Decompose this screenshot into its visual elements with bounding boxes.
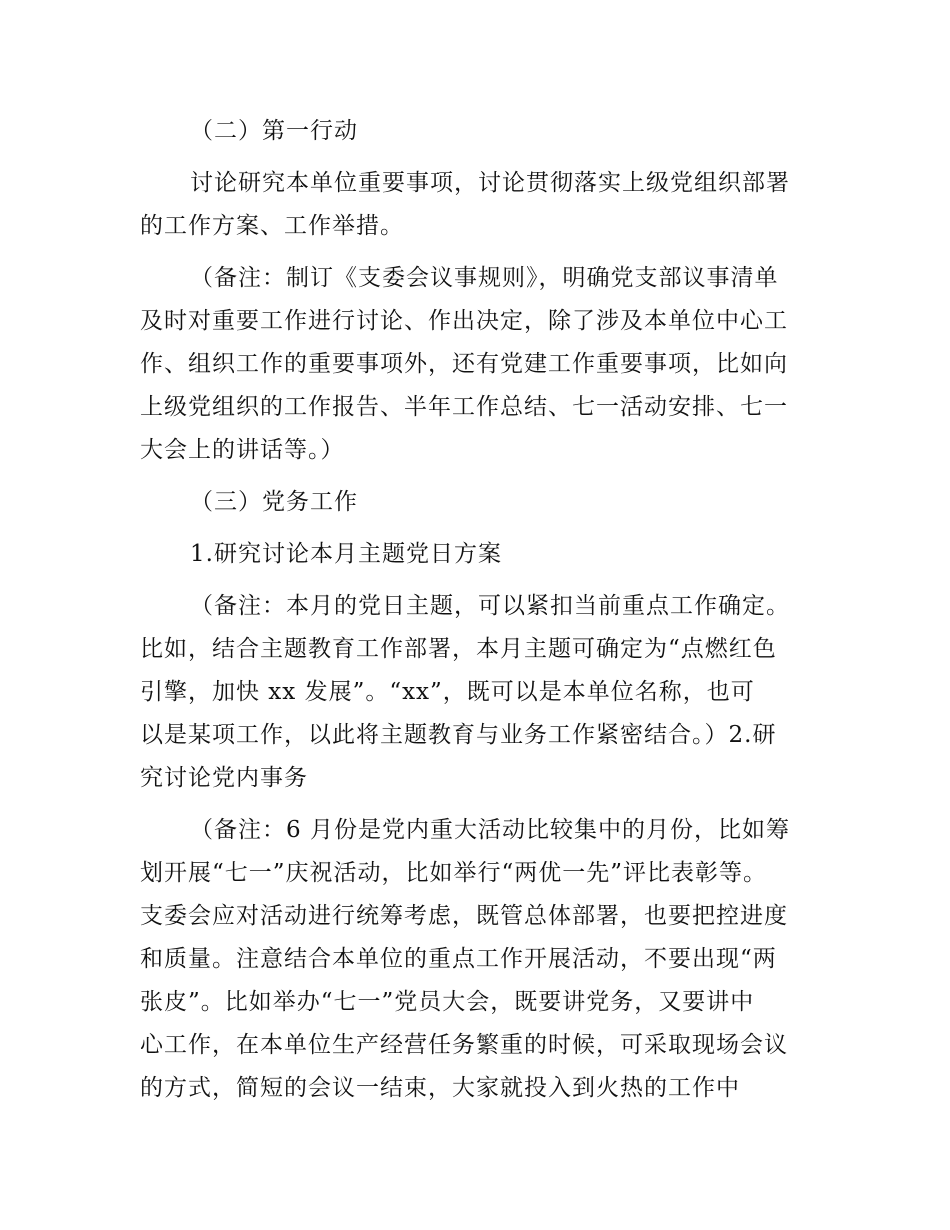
- note-line: 引擎，加快 xx 发展”。“xx”，既可以是本单位名称，也可: [140, 679, 755, 705]
- note-line: 究讨论党内事务: [140, 765, 308, 791]
- paragraph-line: 讨论研究本单位重要事项，讨论贯彻落实上级党组织部署: [190, 170, 790, 196]
- note-line: 作、组织工作的重要事项外，还有党建工作重要事项，比如向: [140, 351, 788, 377]
- note-line: （备注：6 月份是党内重大活动比较集中的月份，比如筹: [190, 817, 790, 843]
- note-line: 和质量。注意结合本单位的重点工作开展活动，不要出现“两: [140, 946, 777, 972]
- note-line: 大会上的讲话等。）: [140, 437, 345, 463]
- note-line: （备注：本月的党日主题，可以紧扣当前重点工作确定。: [190, 593, 790, 619]
- note-line: 支委会应对活动进行统筹考虑，既管总体部署，也要把控进度: [140, 903, 788, 929]
- note-line: 以是某项工作，以此将主题教育与业务工作紧密结合。）2.研: [140, 722, 777, 748]
- note-line: 比如，结合主题教育工作部署，本月主题可确定为“点燃红色: [140, 636, 777, 662]
- paragraph-line: 的工作方案、工作举措。: [140, 213, 404, 239]
- note-line: 张皮”。比如举办“七一”党员大会，既要讲党务，又要讲中: [140, 989, 755, 1015]
- note-line: 的方式，简短的会议一结束，大家就投入到火热的工作中: [140, 1075, 740, 1101]
- section-heading: （二）第一行动: [190, 118, 358, 144]
- subsection-heading: 1.研究讨论本月主题党日方案: [190, 541, 502, 567]
- section-heading: （三）党务工作: [190, 489, 358, 515]
- note-line: （备注：制订《支委会议事规则》，明确党支部议事清单: [190, 265, 779, 291]
- note-line: 心工作，在本单位生产经营任务繁重的时候，可采取现场会议: [140, 1032, 788, 1058]
- note-line: 上级党组织的工作报告、半年工作总结、七一活动安排、七一: [140, 394, 788, 420]
- note-line: 划开展“七一”庆祝活动，比如举行“两优一先”评比表彰等。: [140, 860, 768, 886]
- note-line: 及时对重要工作进行讨论、作出决定，除了涉及本单位中心工: [140, 308, 788, 334]
